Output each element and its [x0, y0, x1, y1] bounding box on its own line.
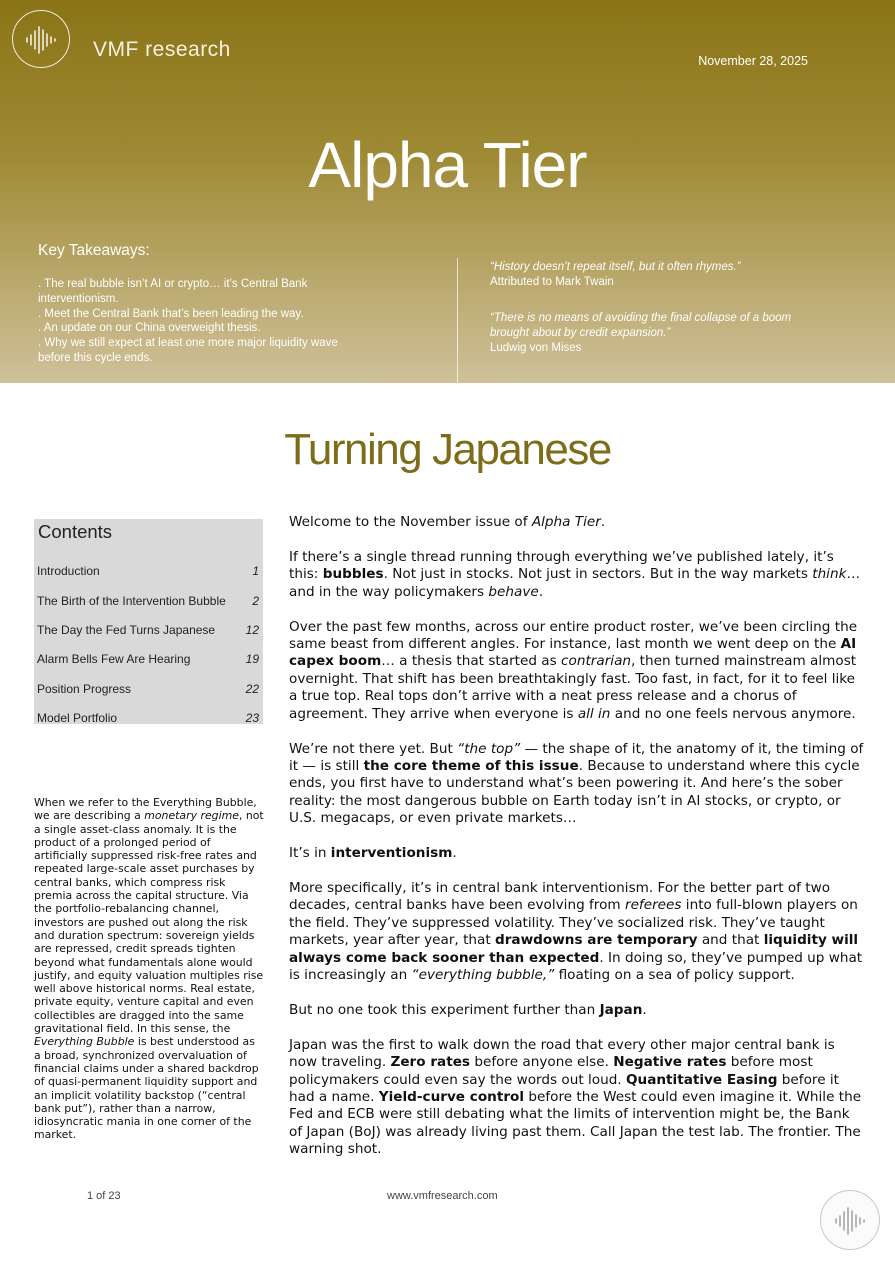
- paragraph-japan-intro: But no one took this experiment further than Japan.: [289, 1001, 647, 1018]
- paragraph-bubbles: If there’s a single thread running through everything we’ve published lately, it’s this: bubbles. Not just in stocks. Not just in sectors. But in the way markets think… and in the way policymakers behave.: [289, 548, 861, 600]
- footer-logo-icon: [820, 1190, 880, 1250]
- toc-item-label: Alarm Bells Few Are Hearing: [37, 652, 191, 666]
- quote-twain: [490, 260, 820, 290]
- toc-item-introduction[interactable]: [37, 564, 259, 578]
- quote-mises: [490, 311, 820, 355]
- toc-item-page: 1: [252, 564, 259, 578]
- sidebar-emphasis: monetary regime: [144, 809, 239, 823]
- key-takeaway-item: . An update on our China overweight thesis.: [38, 322, 261, 335]
- sidebar-emphasis: Everything Bubble: [34, 1035, 135, 1049]
- paragraph-japan-first: Japan was the first to walk down the road that every other major central bank is now traveling. Zero rates before anyone else. Negative rates before most policymakers could even say the words out loud. Quantitative Easing before it had a name. Yield-curve control before the West could even imagine it. While the Fed and ECB were still debating what the limits of intervention might be, the Bank of Japan (BoJ) was already living past them. Call Japan the test lab. The frontier. The warning shot.: [289, 1036, 862, 1158]
- paragraph-welcome: Welcome to the November issue of Alpha Tier.: [289, 514, 606, 530]
- toc-item-page: 2: [252, 594, 259, 608]
- table-of-contents: [34, 519, 263, 724]
- toc-item-page: 22: [245, 682, 259, 696]
- quote-author: Ludwig von Mises: [490, 341, 582, 354]
- quote-text: “There is no means of avoiding the final collapse of a boom brought about by credit expansion.”: [490, 312, 792, 339]
- toc-item-position-progress[interactable]: [37, 682, 259, 696]
- key-takeaway-item: . The real bubble isn’t AI or crypto… it’s Central Bank interventionism.: [38, 278, 308, 305]
- toc-item-label: The Birth of the Intervention Bubble: [37, 594, 226, 608]
- toc-title: Contents: [38, 521, 113, 542]
- toc-item-label: Model Portfolio: [37, 711, 118, 725]
- toc-item-label: Position Progress: [37, 682, 132, 696]
- paragraph-central-banks: More specifically, it’s in central bank interventionism. For the better part of two decades, central banks have been evolving from referees into full-blown players on the field. They’ve suppressed volatility. They’ve socialized risk. They’ve taught markets, year after year, that drawdowns are temporary and that liquidity will always come back sooner than expected. In doing so, they’ve pumped up what is increasingly an “everything bubble,” floating on a sea of policy support.: [289, 880, 863, 984]
- sidebar-text: , not a single asset-class anomaly. It is the product of a prolonged period of artificially suppressed risk-free rates and repeated large-scale asset purchases by central banks, which compress risk premia across the capital structure. Via the portfolio-rebalancing channel, investors are pushed out along the risk and duration spectrum: sovereign yields are repressed, credit spreads tighten beyond what fundamentals alone would justify, and equity valuation multiples rise well above historical norms. Real estate, private equity, venture capital and even collectibles are dragged into the same gravitational field. In this sense, the: [34, 809, 264, 1036]
- toc-item-label: Introduction: [37, 564, 100, 578]
- toc-item-alarm-bells[interactable]: [37, 652, 259, 666]
- key-takeaway-item: . Meet the Central Bank that’s been leading the way.: [38, 307, 304, 320]
- key-takeaways-title: Key Takeaways:: [38, 242, 150, 259]
- section-title: Turning Japanese: [284, 425, 611, 474]
- toc-item-page: 12: [245, 623, 259, 637]
- toc-item-label: The Day the Fed Turns Japanese: [37, 623, 216, 637]
- sidebar-text: is best understood as a broad, synchronized overvaluation of financial claims under a shared backdrop of quasi-permanent liquidity support and an implicit volatility backstop (“central bank put”), rather than a narrow, idiosyncratic mania in one corner of the market.: [34, 1035, 259, 1142]
- toc-item-page: 19: [245, 652, 259, 666]
- key-takeaway-item: . Why we still expect at least one more major liquidity wave before this cycle ends.: [38, 337, 338, 364]
- paragraph-the-top: We’re not there yet. But “the top” — the shape of it, the anatomy of it, the timing of it — is still the core theme of this issue. Because to understand where this cycle ends, you first have to understand what’s been powering it. And here’s the sober reality: the most dangerous bubble on Earth today isn’t in AI stocks, or crypto, or U.S. megacaps, or even private markets…: [289, 740, 864, 827]
- everything-bubble-sidebar-note: [34, 796, 264, 1142]
- brand-name: VMF research: [93, 38, 231, 61]
- toc-item-fed-turns-japanese[interactable]: [37, 623, 259, 637]
- header-banner: [0, 0, 895, 383]
- quote-text: “History doesn’t repeat itself, but it often rhymes.”: [490, 261, 741, 273]
- toc-item-page: 23: [245, 711, 259, 725]
- toc-item-model-portfolio[interactable]: [37, 711, 259, 725]
- publication-title: Alpha Tier: [308, 129, 587, 201]
- publication-date: November 28, 2025: [698, 54, 808, 68]
- header-divider: [457, 258, 458, 383]
- sidebar-text: When we refer to the Everything Bubble, we are describing a: [34, 796, 257, 823]
- article-body: [289, 514, 867, 1176]
- paragraph-ai-capex: Over the past few months, across our entire product roster, we’ve been circling the same beast from different angles. For instance, last month we went deep on the AI capex boom… a thesis that started as contrarian, then turned mainstream almost overnight. That shift has been breathtakingly fast. Too fast, in fact, for it to feel like a true top. Real tops don’t arrive with a neat press release and a chorus of agreement. They arrive when everyone is all in and no one feels nervous anymore.: [289, 618, 858, 722]
- toc-item-birth-of-intervention-bubble[interactable]: [37, 594, 259, 608]
- brand-logo-icon: [12, 10, 70, 68]
- key-takeaways-list: [38, 277, 368, 366]
- page-number: 1 of 23: [87, 1190, 121, 1202]
- paragraph-interventionism: It’s in interventionism.: [289, 845, 457, 862]
- quote-author: Attributed to Mark Twain: [490, 275, 614, 288]
- website-link[interactable]: www.vmfresearch.com: [387, 1190, 498, 1202]
